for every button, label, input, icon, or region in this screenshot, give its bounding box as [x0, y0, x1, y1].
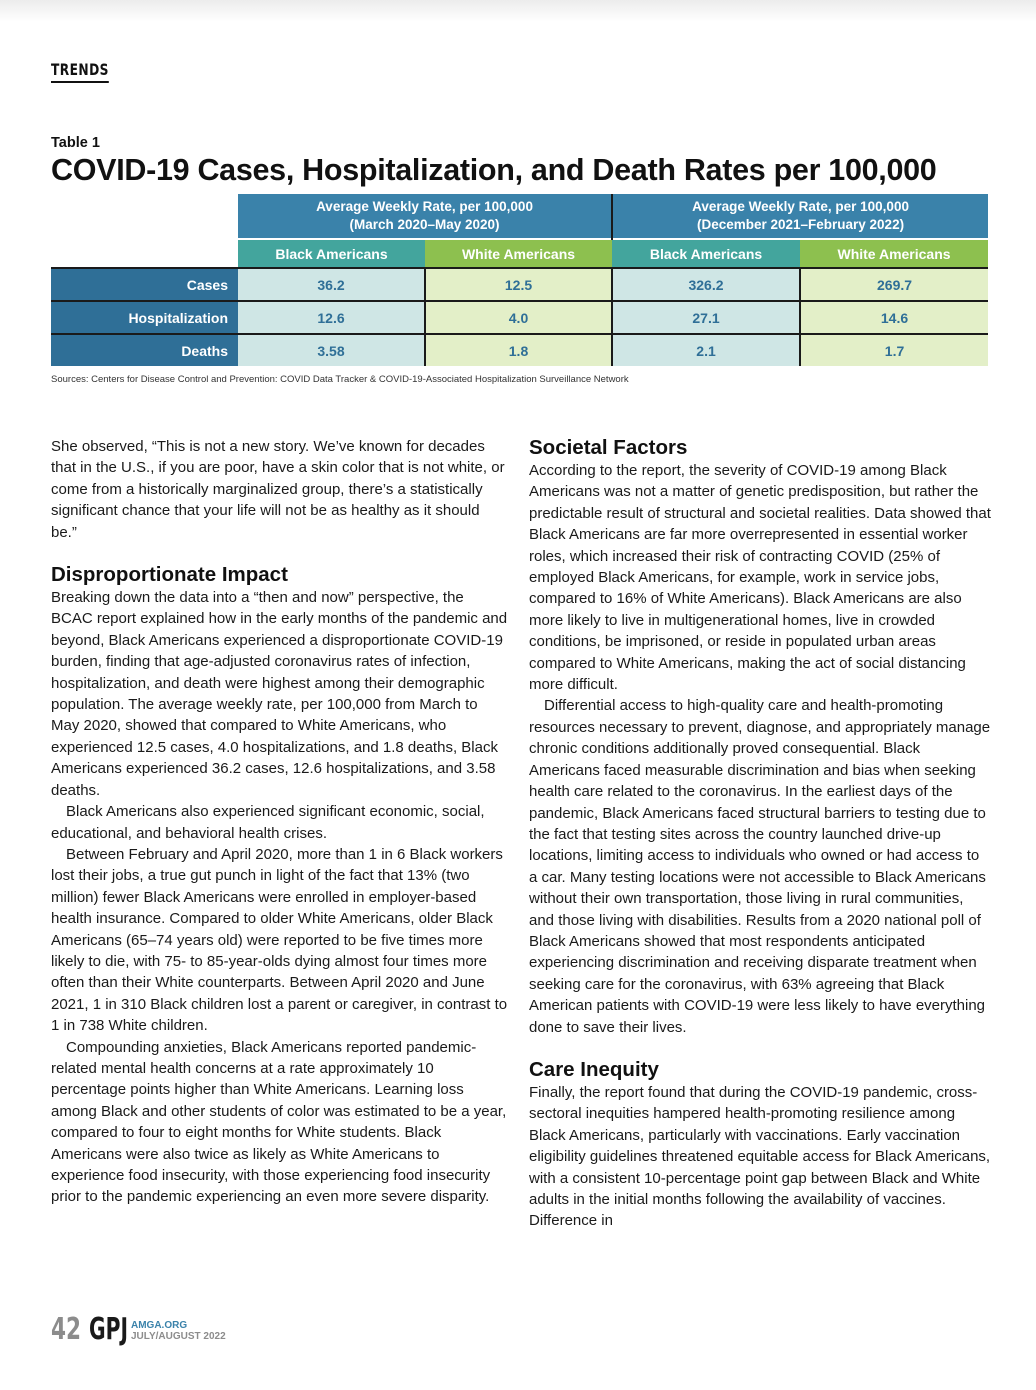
row-label-hospitalization: Hospitalization [51, 301, 238, 334]
period-header-2020-line2: (March 2020–May 2020) [349, 217, 500, 232]
heading-societal-factors: Societal Factors [529, 436, 688, 459]
table-row-hospitalization [51, 301, 988, 334]
paragraph: Differential access to high-quality care and health-promoting resources necessary to prevent, diagnose, and appropriately manage chronic conditions additionally proved consequential. Black Americans faced measurable discrimination and bias when seeking health care related to the coronavirus. In the earliest days of the pandemic, Black Americans faced structural barriers to testing due to the fact that testing sites across the country launched drive-up locations, limiting access to individuals who owned or had access to a car. Many testing locations were not accessible to Black Americans without their own transportation, those living in rural communities, and those living with disabilities. Results from a 2020 national poll of Black Americans showed that most respondents anticipated experiencing discrimination and receiving disparate treatment when seeking care for the coronavirus, with 63% agreeing that Black American patients with COVID-19 were less likely to have everything done to save their lives. [529, 697, 991, 1036]
covid-rates-table [51, 194, 988, 366]
table-header-periods [51, 194, 988, 239]
footer-meta [131, 1320, 226, 1342]
section-tag: TRENDS [51, 60, 109, 83]
period-header-2022-line1: Average Weekly Rate, per 100,000 [692, 199, 909, 214]
period-header-2020-line1: Average Weekly Rate, per 100,000 [316, 199, 533, 214]
period-header-2022-line2: (December 2021–February 2022) [696, 217, 905, 232]
page-top-shade [0, 0, 1036, 22]
cell-deaths-black-2020: 3.58 [238, 334, 425, 366]
paragraph: Breaking down the data into a “then and now” perspective, the BCAC report explained how in the early months of the pandemic and beyond, Black Americans experienced a disproportionate COVID-19 burden, finding that age-adjusted coronavirus rates of infection, hospitalization, and death were highest among their demographic population. The average weekly rate, per 100,000 from March to May 2020, showed that compared to White Americans, who experienced 12.5 cases, 4.0 hospitalizations, and 1.8 deaths, Black Americans experienced 36.2 cases, 12.6 hospitalizations, and 3.58 deaths. [51, 589, 508, 799]
period-header-2020 [238, 194, 612, 239]
paragraph: Finally, the report found that during the COVID-19 pandemic, cross-sectoral inequities hampered health-promoting resilience among Black Americans, particularly with vaccinations. Early vaccination eligibility guidelines threatened equitable access for Black Americans, with a consistent 10-percentage point gap between Black and White adults in the initial months following the availability of vaccines. Difference in [529, 1083, 991, 1230]
table-sources: Sources: Centers for Disease Control and Prevention: COVID Data Tracker & COVID-19-Associated Hospitalization Surveillance Network [51, 374, 629, 385]
cell-hosp-white-2020: 4.0 [425, 301, 612, 334]
magazine-logo: GPJ [89, 1312, 128, 1347]
footer-site: AMGA.ORG [131, 1320, 188, 1331]
cell-cases-black-2022: 326.2 [612, 268, 800, 301]
cell-hosp-white-2022: 14.6 [800, 301, 988, 334]
paragraph: Black Americans also experienced significant economic, social, educational, and behavioral health crises. [51, 803, 485, 842]
right-column [529, 436, 991, 1232]
left-column [51, 436, 509, 1208]
table-title: COVID-19 Cases, Hospitalization, and Death Rates per 100,000 [51, 153, 937, 187]
table-header-groups [51, 239, 988, 268]
intro-paragraph: She observed, “This is not a new story. We’ve known for decades that in the U.S., if you are poor, have a skin color that is not white, or come from a historically marginalized group, there’s a statistically significant chance that your life will not be as healthy as it should be.” [51, 438, 505, 541]
cell-deaths-white-2020: 1.8 [425, 334, 612, 366]
period-header-2022 [612, 194, 988, 239]
col-header-black-1: Black Americans [238, 239, 425, 268]
col-header-black-2: Black Americans [612, 239, 800, 268]
page-number: 42 [51, 1312, 82, 1347]
table-label: Table 1 [51, 135, 100, 151]
cell-cases-white-2020: 12.5 [425, 268, 612, 301]
table-corner [51, 194, 238, 239]
table-row-cases [51, 268, 988, 301]
cell-deaths-black-2022: 2.1 [612, 334, 800, 366]
page-footer [51, 1312, 226, 1347]
col-header-white-2: White Americans [800, 239, 988, 268]
cell-cases-black-2020: 36.2 [238, 268, 425, 301]
row-label-cases: Cases [51, 268, 238, 301]
row-label-deaths: Deaths [51, 334, 238, 366]
heading-disproportionate-impact: Disproportionate Impact [51, 563, 288, 587]
cell-cases-white-2022: 269.7 [800, 268, 988, 301]
cell-deaths-white-2022: 1.7 [800, 334, 988, 366]
paragraph: Between February and April 2020, more than 1 in 6 Black workers lost their jobs, a true gut punch in light of the fact that 13% (two million) fewer Black Americans were enrolled in employer-based health insurance. Compared to older White Americans, older Black Americans (65–74 years old) were reported to be five times more likely to die, with 75- to 85-year-olds dying almost four times more often than their White counterparts. Between April 2020 and June 2021, 1 in 310 Black children lost a parent or caregiver, in contrast to 1 in 738 White children. [51, 845, 508, 1035]
table-row-deaths [51, 334, 988, 366]
paragraph: According to the report, the severity of COVID-19 among Black Americans was not a matter of genetic predisposition, but rather the predictable result of structural and societal realities. Data showed that Black Americans are far more overrepresented in essential worker roles, which increased their risk of contracting COVID (25% of employed Black Americans, for example, work in service jobs, compared to 16% of White Americans). Black Americans are also more likely to live in multigenerational homes, live in crowded conditions, be imprisoned, or reside in populated urban areas compared to White Americans, making the act of social distancing more difficult. [529, 462, 991, 694]
cell-hosp-black-2020: 12.6 [238, 301, 425, 334]
heading-care-inequity: Care Inequity [529, 1057, 659, 1081]
footer-issue: JULY/AUGUST 2022 [131, 1331, 226, 1342]
paragraph: Compounding anxieties, Black Americans reported pandemic-related mental health concerns at a rate approximately 10 percentage points higher than White Americans. Learning loss among Black and other students of color was estimated to be a year, compared to four to eight months for White students. Black Americans were also twice as likely as White Americans to experience food insecurity, with those experiencing food insecurity prior to the pandemic experiencing an even more severe disparity. [51, 1038, 507, 1206]
col-header-white-1: White Americans [425, 239, 612, 268]
cell-hosp-black-2022: 27.1 [612, 301, 800, 334]
